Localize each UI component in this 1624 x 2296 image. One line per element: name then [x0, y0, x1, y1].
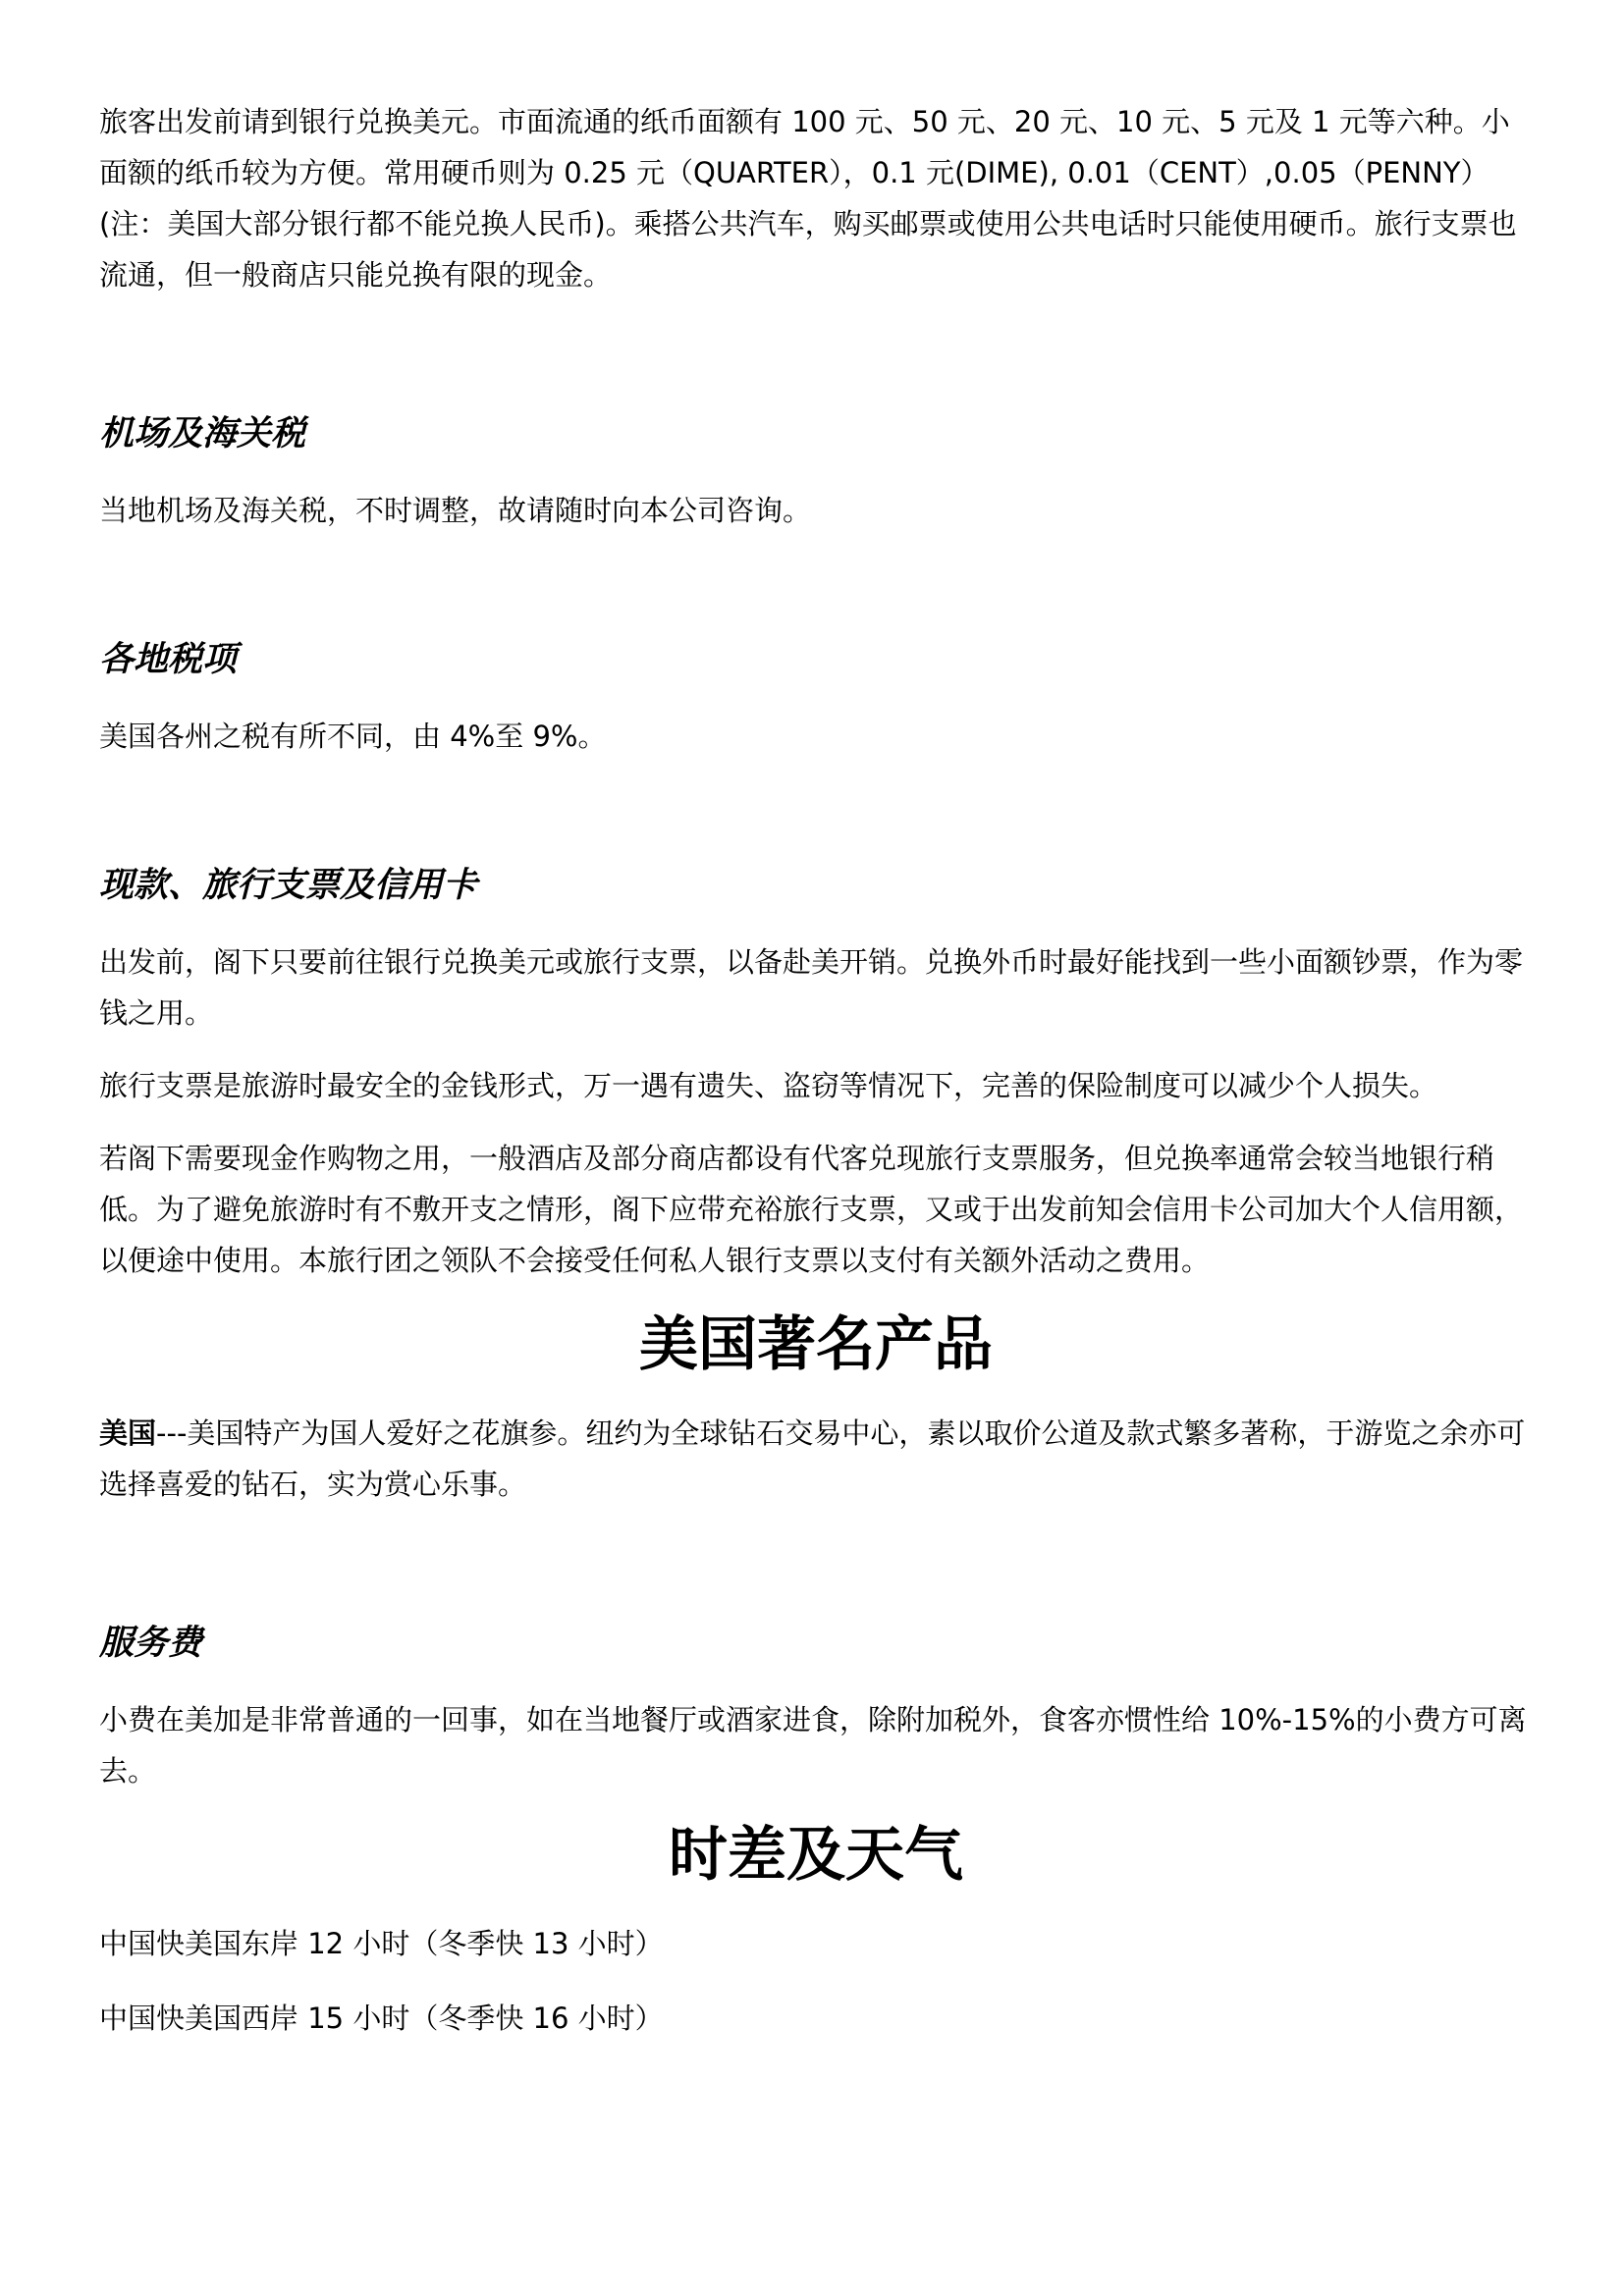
airport-tax-heading: 机场及海关税 — [99, 414, 306, 454]
document-page — [99, 96, 1533, 2044]
currency-paragraph: 旅客出发前请到银行兑换美元。市面流通的纸币面额有 100 元、50 元、20 元、10 元、5 元及 1 元等六种。小面额的纸币较为方便。常用硬币则为 0.25 元（QUARTER），0.1 元(DIME), 0.01（CENT）,0.05（PENNY）(注：美国大部分银行都不能兑换人民币)。乘搭公共汽车，购买邮票或使用公共电话时只能使用硬币。旅行支票也流通，但一般商店只能兑换有限的现金。 — [99, 105, 1517, 292]
cash-paragraph-3: 若阁下需要现金作购物之用，一般酒店及部分商店都设有代客兑现旅行支票服务，但兑换率通常会较当地银行稍低。为了避免旅游时有不敷开支之情形，阁下应带充裕旅行支票，又或于出发前知会信用卡公司加大个人信用额，以便途中使用。本旅行团之领队不会接受任何私人银行支票以支付有关额外活动之费用。 — [99, 1142, 1524, 1277]
cash-paragraph-1: 出发前，阁下只要前往银行兑换美元或旅行支票，以备赴美开销。兑换外币时最好能找到一些小面额钞票，作为零钱之用。 — [99, 945, 1524, 1030]
products-paragraph — [99, 1408, 1533, 1510]
time-difference-west: 中国快美国西岸 15 小时（冬季快 16 小时） — [99, 2002, 664, 2035]
local-tax-paragraph: 美国各州之税有所不同，由 4%至 9%。 — [99, 720, 607, 753]
cash-paragraph-2: 旅行支票是旅游时最安全的金钱形式，万一遇有遗失、盗窃等情况下，完善的保险制度可以减少个人损失。 — [99, 1069, 1438, 1102]
time-weather-heading: 时差及天气 — [669, 1821, 963, 1890]
local-tax-heading: 各地税项 — [99, 640, 238, 679]
service-fee-heading: 服务费 — [99, 1624, 203, 1663]
cash-heading: 现款、旅行支票及信用卡 — [99, 866, 478, 905]
products-heading: 美国著名产品 — [639, 1310, 993, 1379]
time-difference-east: 中国快美国东岸 12 小时（冬季快 13 小时） — [99, 1927, 664, 1960]
products-text: ---美国特产为国人爱好之花旗参。纽约为全球钻石交易中心，素以取价公道及款式繁多著称，于游览之余亦可选择喜爱的钻石，实为赏心乐事。 — [99, 1416, 1526, 1501]
products-lead: 美国 — [99, 1416, 157, 1450]
service-fee-paragraph: 小费在美加是非常普通的一回事，如在当地餐厅或酒家进食，除附加税外，食客亦惯性给 10%-15%的小费方可离去。 — [99, 1703, 1527, 1788]
airport-tax-paragraph: 当地机场及海关税，不时调整，故请随时向本公司咨询。 — [99, 494, 812, 527]
